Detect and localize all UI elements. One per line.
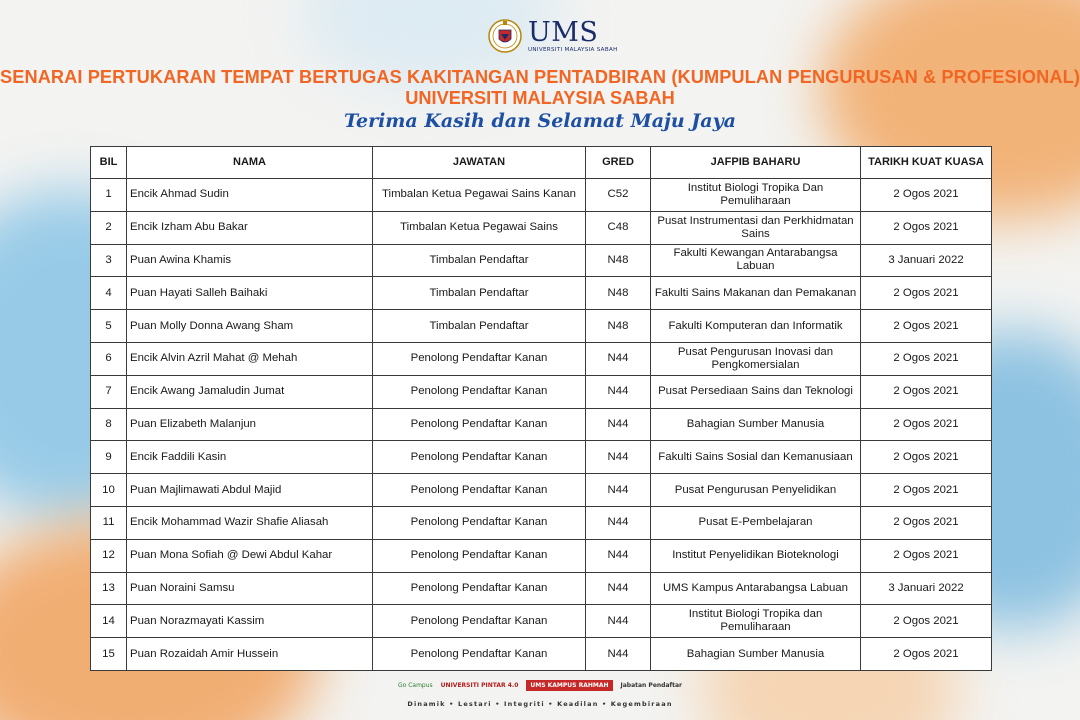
cell-jafpib: Bahagian Sumber Manusia bbox=[651, 408, 861, 441]
cell-bil: 15 bbox=[91, 638, 127, 671]
cell-tarikh: 2 Ogos 2021 bbox=[861, 211, 992, 244]
cell-jawatan: Penolong Pendaftar Kanan bbox=[373, 342, 586, 375]
cell-tarikh: 2 Ogos 2021 bbox=[861, 179, 992, 212]
table-row bbox=[91, 342, 992, 375]
cell-tarikh: 2 Ogos 2021 bbox=[861, 408, 992, 441]
header-jawatan: JAWATAN bbox=[373, 147, 586, 179]
cell-jawatan: Penolong Pendaftar Kanan bbox=[373, 441, 586, 474]
cell-jafpib: Fakulti Sains Sosial dan Kemanusiaan bbox=[651, 441, 861, 474]
cell-jawatan: Penolong Pendaftar Kanan bbox=[373, 474, 586, 507]
cell-nama: Encik Awang Jamaludin Jumat bbox=[127, 375, 373, 408]
cell-jafpib: Pusat Instrumentasi dan Perkhidmatan Sains bbox=[651, 211, 861, 244]
cell-nama: Puan Rozaidah Amir Hussein bbox=[127, 638, 373, 671]
cell-gred: N44 bbox=[586, 605, 651, 638]
cell-jawatan: Timbalan Ketua Pegawai Sains bbox=[373, 211, 586, 244]
cell-tarikh: 2 Ogos 2021 bbox=[861, 506, 992, 539]
table-row bbox=[91, 375, 992, 408]
cell-jawatan: Timbalan Ketua Pegawai Sains Kanan bbox=[373, 179, 586, 212]
cell-bil: 4 bbox=[91, 277, 127, 310]
table-header-row bbox=[91, 147, 992, 179]
table-row bbox=[91, 572, 992, 605]
cell-jafpib: Institut Penyelidikan Bioteknologi bbox=[651, 539, 861, 572]
table-row bbox=[91, 277, 992, 310]
cell-tarikh: 2 Ogos 2021 bbox=[861, 342, 992, 375]
cell-jafpib: Pusat Pengurusan Penyelidikan bbox=[651, 474, 861, 507]
cell-nama: Encik Mohammad Wazir Shafie Aliasah bbox=[127, 506, 373, 539]
cell-jawatan: Timbalan Pendaftar bbox=[373, 277, 586, 310]
cell-tarikh: 2 Ogos 2021 bbox=[861, 310, 992, 343]
cell-gred: N44 bbox=[586, 408, 651, 441]
cell-nama: Puan Awina Khamis bbox=[127, 244, 373, 277]
cell-jafpib: Pusat Pengurusan Inovasi dan Pengkomersialan bbox=[651, 342, 861, 375]
cell-nama: Puan Elizabeth Malanjun bbox=[127, 408, 373, 441]
cell-bil: 6 bbox=[91, 342, 127, 375]
cell-tarikh: 2 Ogos 2021 bbox=[861, 277, 992, 310]
cell-jawatan: Penolong Pendaftar Kanan bbox=[373, 506, 586, 539]
cell-jafpib: UMS Kampus Antarabangsa Labuan bbox=[651, 572, 861, 605]
cell-bil: 14 bbox=[91, 605, 127, 638]
cell-bil: 2 bbox=[91, 211, 127, 244]
table-row bbox=[91, 244, 992, 277]
ums-logo bbox=[488, 14, 618, 58]
cell-tarikh: 2 Ogos 2021 bbox=[861, 441, 992, 474]
cell-tarikh: 2 Ogos 2021 bbox=[861, 605, 992, 638]
table-row bbox=[91, 506, 992, 539]
cell-gred: N48 bbox=[586, 244, 651, 277]
cell-nama: Encik Alvin Azril Mahat @ Mehah bbox=[127, 342, 373, 375]
logo-wordmark: UMS bbox=[528, 17, 599, 48]
cell-nama: Puan Norazmayati Kassim bbox=[127, 605, 373, 638]
cell-jawatan: Penolong Pendaftar Kanan bbox=[373, 375, 586, 408]
cell-tarikh: 2 Ogos 2021 bbox=[861, 539, 992, 572]
cell-jawatan: Penolong Pendaftar Kanan bbox=[373, 572, 586, 605]
cell-gred: C52 bbox=[586, 179, 651, 212]
table-row bbox=[91, 441, 992, 474]
cell-nama: Encik Faddili Kasin bbox=[127, 441, 373, 474]
table-row bbox=[91, 179, 992, 212]
cell-jafpib: Fakulti Kewangan Antarabangsa Labuan bbox=[651, 244, 861, 277]
cell-jawatan: Penolong Pendaftar Kanan bbox=[373, 539, 586, 572]
cell-nama: Puan Hayati Salleh Baihaki bbox=[127, 277, 373, 310]
cell-gred: N44 bbox=[586, 572, 651, 605]
table-row bbox=[91, 310, 992, 343]
table-row bbox=[91, 605, 992, 638]
kampus-rahmah-logo: UMS KAMPUS RAHMAH bbox=[526, 680, 612, 691]
header-gred: GRED bbox=[586, 147, 651, 179]
page-title: SENARAI PERTUKARAN TEMPAT BERTUGAS KAKITANGAN PENTADBIRAN (KUMPULAN PENGURUSAN & PROFESIONAL) bbox=[0, 67, 1080, 87]
cell-bil: 1 bbox=[91, 179, 127, 212]
ums-crest-icon bbox=[488, 16, 522, 56]
table-row bbox=[91, 211, 992, 244]
cell-jafpib: Fakulti Komputeran dan Informatik bbox=[651, 310, 861, 343]
cell-jafpib: Institut Biologi Tropika Dan Pemuliharaan bbox=[651, 179, 861, 212]
cell-nama: Puan Molly Donna Awang Sham bbox=[127, 310, 373, 343]
staff-transfer-table bbox=[90, 146, 992, 671]
universiti-pintar-logo: UNIVERSITI PINTAR 4.0 bbox=[440, 682, 519, 689]
footer-logos bbox=[0, 680, 1080, 691]
cell-bil: 7 bbox=[91, 375, 127, 408]
cell-gred: N44 bbox=[586, 539, 651, 572]
cell-jafpib: Institut Biologi Tropika dan Pemuliharaan bbox=[651, 605, 861, 638]
cell-gred: N44 bbox=[586, 441, 651, 474]
cell-gred: N44 bbox=[586, 506, 651, 539]
cell-jafpib: Fakulti Sains Makanan dan Pemakanan bbox=[651, 277, 861, 310]
header-bil: BIL bbox=[91, 147, 127, 179]
cell-gred: N44 bbox=[586, 638, 651, 671]
cell-bil: 3 bbox=[91, 244, 127, 277]
cell-bil: 9 bbox=[91, 441, 127, 474]
cell-jawatan: Penolong Pendaftar Kanan bbox=[373, 408, 586, 441]
cell-jawatan: Penolong Pendaftar Kanan bbox=[373, 605, 586, 638]
cell-gred: C48 bbox=[586, 211, 651, 244]
cell-nama: Encik Izham Abu Bakar bbox=[127, 211, 373, 244]
cell-jafpib: Pusat Persediaan Sains dan Teknologi bbox=[651, 375, 861, 408]
table-row bbox=[91, 638, 992, 671]
header-nama: NAMA bbox=[127, 147, 373, 179]
table-row bbox=[91, 474, 992, 507]
header-jafpib: JAFPIB BAHARU bbox=[651, 147, 861, 179]
header-tarikh: TARIKH KUAT KUASA bbox=[861, 147, 992, 179]
cell-tarikh: 2 Ogos 2021 bbox=[861, 474, 992, 507]
cell-jafpib: Pusat E-Pembelajaran bbox=[651, 506, 861, 539]
page-subtitle: UNIVERSITI MALAYSIA SABAH bbox=[405, 88, 675, 108]
cell-gred: N48 bbox=[586, 277, 651, 310]
cell-jawatan: Timbalan Pendaftar bbox=[373, 244, 586, 277]
cell-nama: Puan Majlimawati Abdul Majid bbox=[127, 474, 373, 507]
cell-gred: N44 bbox=[586, 474, 651, 507]
footer-motto: Dinamik • Lestari • Integriti • Keadilan • Kegembiraan bbox=[407, 700, 673, 708]
cell-tarikh: 3 Januari 2022 bbox=[861, 572, 992, 605]
cell-gred: N44 bbox=[586, 342, 651, 375]
cell-jawatan: Timbalan Pendaftar bbox=[373, 310, 586, 343]
cell-tarikh: 2 Ogos 2021 bbox=[861, 375, 992, 408]
jabatan-pendaftar-logo: Jabatan Pendaftar bbox=[620, 682, 682, 689]
cell-nama: Puan Noraini Samsu bbox=[127, 572, 373, 605]
table-row bbox=[91, 408, 992, 441]
cell-nama: Puan Mona Sofiah @ Dewi Abdul Kahar bbox=[127, 539, 373, 572]
cell-gred: N48 bbox=[586, 310, 651, 343]
cell-bil: 13 bbox=[91, 572, 127, 605]
cell-bil: 8 bbox=[91, 408, 127, 441]
go-campus-logo: Go Campus bbox=[397, 682, 433, 689]
logo-subtext: UNIVERSITI MALAYSIA SABAH bbox=[528, 47, 618, 53]
cell-bil: 10 bbox=[91, 474, 127, 507]
cell-jawatan: Penolong Pendaftar Kanan bbox=[373, 638, 586, 671]
cell-bil: 11 bbox=[91, 506, 127, 539]
cell-bil: 12 bbox=[91, 539, 127, 572]
cell-tarikh: 2 Ogos 2021 bbox=[861, 638, 992, 671]
cell-nama: Encik Ahmad Sudin bbox=[127, 179, 373, 212]
table-row bbox=[91, 539, 992, 572]
cell-bil: 5 bbox=[91, 310, 127, 343]
cell-tarikh: 3 Januari 2022 bbox=[861, 244, 992, 277]
cell-jafpib: Bahagian Sumber Manusia bbox=[651, 638, 861, 671]
cell-gred: N44 bbox=[586, 375, 651, 408]
tagline: Terima Kasih dan Selamat Maju Jaya bbox=[344, 110, 736, 132]
